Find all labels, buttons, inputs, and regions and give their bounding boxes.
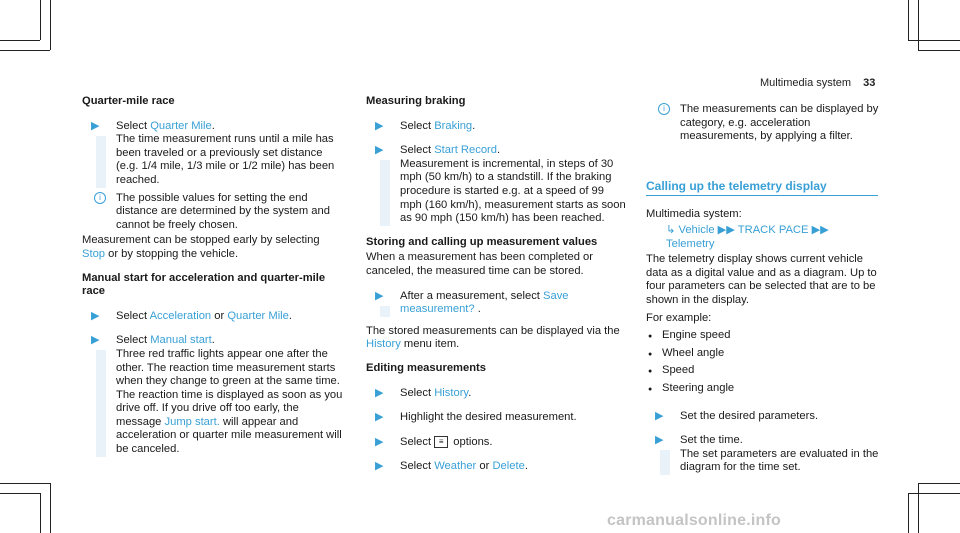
note: i The possible values for setting the end distance are determined by the system and cannot be freely chosen. [82,192,344,233]
menu-link[interactable]: Save measurement? [400,289,569,316]
message-text: Jump start. [164,415,220,428]
step-arrow-icon: ▶ [91,119,100,132]
crop-mark [0,493,40,494]
paragraph: The telemetry display shows current vehicle data as a digital value and as a diagram. Up to four parameters can be selected that are to be shown in the display. [646,253,877,306]
column-1 [82,95,344,457]
crop-mark [918,483,960,484]
step-arrow-icon: ▶ [91,334,100,347]
step-arrow-icon: ▶ [655,409,664,422]
menu-link[interactable]: Acceleration [149,309,212,322]
list-item: ● Wheel angle [646,347,880,361]
crop-mark [40,493,41,533]
crop-mark [908,493,960,494]
menu-path [646,224,880,251]
step: ▶ Set the desired parameters. [655,409,819,422]
step: ▶ Select ≡ options. [375,435,493,448]
menu-link[interactable]: Start Record [434,144,498,157]
step-arrow-icon: ▶ [655,434,664,447]
step-arrow-icon: ▶ [375,411,384,424]
sub-heading: Manual start for acceleration and quarter-mile race [82,271,326,298]
paragraph: Multimedia system: [646,208,742,221]
step-arrow-icon: ▶ [375,435,384,448]
paragraph: The stored measurements can be displayed via the History menu item. [366,324,620,351]
step: ▶ Select Acceleration or Quarter Mile. [91,309,293,322]
step-arrow-icon: ▶ [375,144,384,157]
list-item: ● Speed [646,364,880,378]
double-chevron-icon: ▶▶ [717,223,735,236]
step: ▶ Select Quarter Mile. The time measurement runs until a mile has been traveled or a previously set distance (e.g. 1/4 mile, 1/3 mile or 1/2 mile) has been reached. [82,120,344,188]
crop-mark [908,0,909,40]
note: i The measurements can be displayed by category, e.g. acceleration measurements, by applying a filter. [646,103,880,144]
crop-mark [918,0,919,50]
list-item: ● Steering angle [646,382,880,396]
menu-link[interactable]: History [434,386,469,399]
paragraph: When a measurement has been completed or canceled, the measured time can be stored. [366,251,593,277]
step: ▶ Select Manual start. Three red traffic lights appear one after the other. The reaction time measurement starts when they change to green at the same time. The reaction time is displayed as soon as you drive off. If you drive off too early, the message Jump start. will appear and acceleration or quarter mile measurement will be canceled. [91,334,343,456]
step-arrow-icon: ▶ [375,460,384,473]
paragraph: Measurement can be stopped early by selecting Stop or by stopping the vehicle. [82,234,320,260]
bullet-list [646,329,880,395]
step: ▶ Select History. [375,386,472,399]
menu-key-icon[interactable]: ≡ [434,436,448,448]
page-header [760,77,875,89]
step-body: The set parameters are evaluated in the diagram for the time set. [680,447,879,474]
crop-mark [0,40,40,41]
menu-link[interactable]: Quarter Mile [227,309,289,322]
step-body: Three red traffic lights appear one after the other. The reaction time measurement starts when they change to green at the same time. The reaction time is displayed as soon as you drive off. If you drive off too early, the message Jump start. will appear and acceleration or quarter mile measurement will be canceled. [116,347,343,456]
step-body: Measurement is incremental, in steps of 30 mph (50 km/h) to a standstill. If the braking procedure is started e.g. at a speed of 99 mph (160 km/h), measurement starts as soon as 90 mph (150 km/h) has been reached. [400,157,626,225]
info-icon: i [94,192,106,204]
double-chevron-icon: ▶▶ [811,223,829,236]
step: ▶ Set the time. The set parameters are evaluated in the diagram for the time set. [655,434,879,474]
menu-link[interactable]: Braking [434,119,473,132]
list-item: ● Engine speed [646,329,880,343]
step-arrow-icon: ▶ [91,309,100,322]
info-icon: i [658,103,670,115]
step: ▶ Highlight the desired measurement. [375,411,577,424]
step: ▶ After a measurement, select Save measurement? . [375,289,569,316]
step: ▶ Select Start Record. Measurement is incremental, in steps of 30 mph (50 km/h) to a standstill. If the braking procedure is started e.g. at a speed of 99 mph (160 km/h), measurement starts as soon as 90 mph (150 km/h) has been reached. [366,144,628,226]
step-arrow-icon: ▶ [375,119,384,132]
step-arrow-icon: ▶ [375,386,384,399]
section-heading: Calling up the telemetry display [646,180,878,197]
menu-link[interactable]: Weather [434,460,477,473]
watermark: carmanualsonline.info [607,512,782,529]
step: ▶ Select Braking. [375,119,476,132]
crop-mark [918,50,960,51]
sub-heading: Storing and calling up measurement values [366,235,598,248]
crop-mark [0,483,50,484]
crop-mark [908,40,960,41]
column-3 [646,95,880,475]
crop-mark [908,493,909,533]
menu-link[interactable]: Manual start [150,334,212,347]
section-title: Multimedia system [760,77,852,89]
crop-mark [50,483,51,533]
crop-mark [40,0,41,40]
menu-link[interactable]: Delete [492,460,525,473]
menu-link[interactable]: Quarter Mile [150,119,212,132]
column-2 [366,95,628,474]
menu-link[interactable]: Stop [82,247,106,260]
menu-link[interactable]: History [366,338,401,351]
crop-mark [918,483,919,533]
paragraph: For example: [646,311,712,324]
sub-heading: Editing measurements [366,361,486,374]
section-heading: Quarter-mile race [82,95,175,107]
step: ▶ Select Weather or Delete. [375,460,528,473]
page-number: 33 [863,77,876,89]
step-body: The time measurement runs until a mile has been traveled or a previously set distance (e.g. 1/4 mile, 1/3 mile or 1/2 mile) has been reached. [116,133,335,186]
menu-link[interactable]: Vehicle [678,223,715,236]
step-arrow-icon: ▶ [375,289,384,302]
crop-mark [50,0,51,50]
crop-mark [0,50,50,51]
path-arrow-icon: ↳ [666,223,676,236]
section-heading: Measuring braking [366,95,466,107]
menu-link[interactable]: TRACK PACE [737,223,809,236]
menu-link[interactable]: Telemetry [666,237,715,250]
